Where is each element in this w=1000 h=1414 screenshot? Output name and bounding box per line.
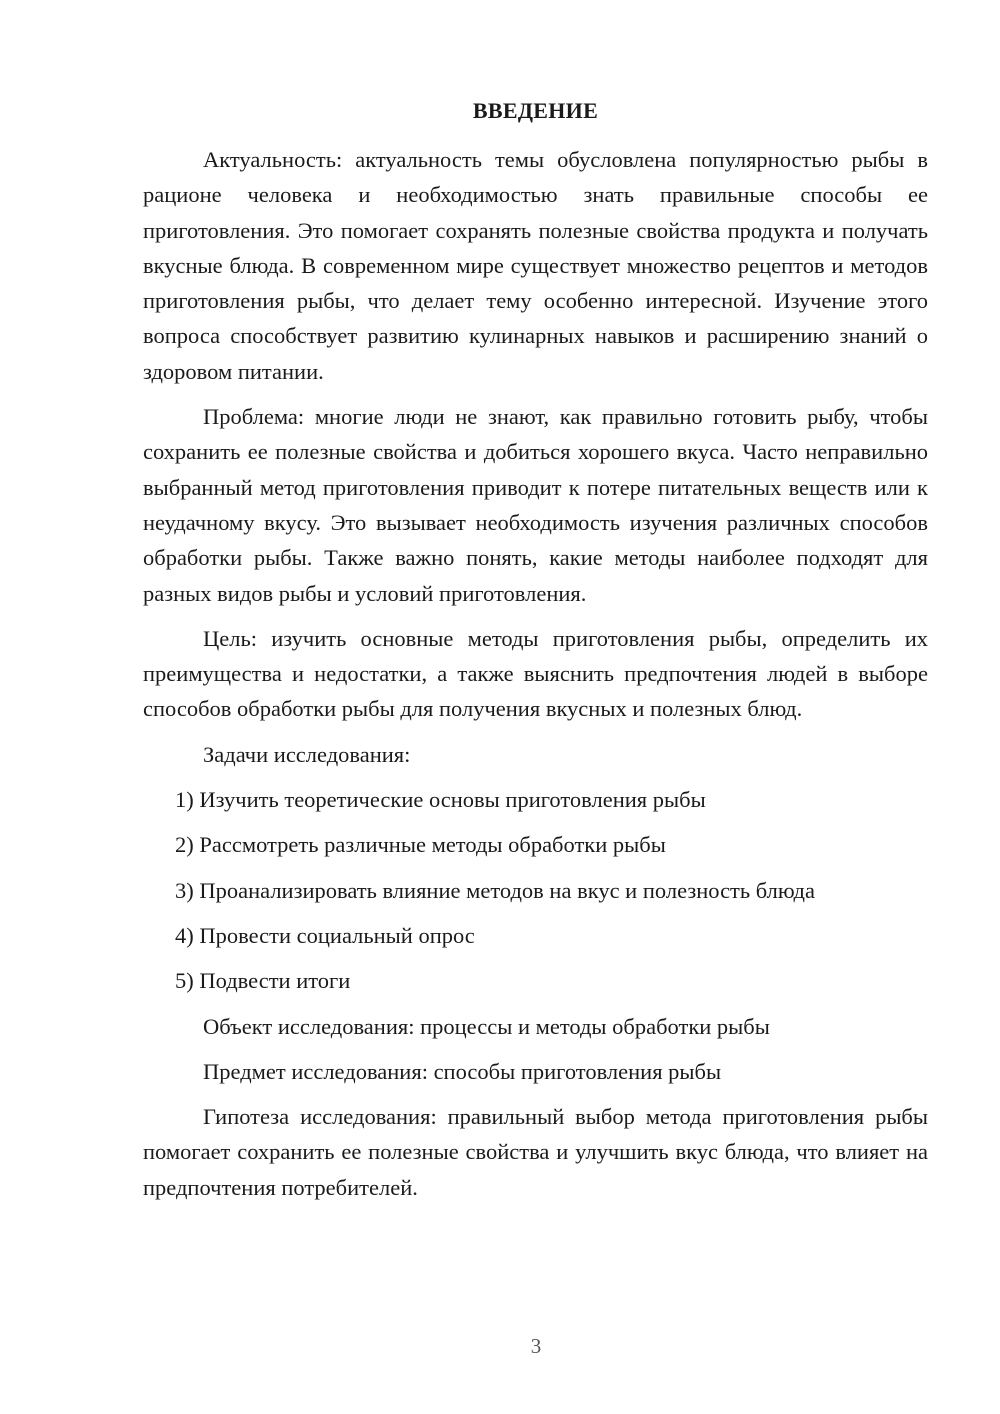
task-item: 4) Провести социальный опрос xyxy=(175,922,475,948)
relevance-paragraph: Актуальность: актуальность темы обусловлена популярностью рыбы в рационе человека и необходимостью знать правильные способы ее приготовления. Это помогает сохранять полезные свойства продукта и получать вкусные блюда. В современном мире существует множество рецептов и методов приготовления рыбы, что делает тему особенно интересной. Изучение этого вопроса способствует развитию кулинарных навыков и расширению знаний о здоровом питании. xyxy=(143,147,928,384)
tasks-heading: Задачи исследования: xyxy=(203,741,411,767)
object-line: Объект исследования: процессы и методы обработки рыбы xyxy=(203,1013,770,1039)
problem-paragraph: Проблема: многие люди не знают, как правильно готовить рыбу, чтобы сохранить ее полезные свойства и добиться хорошего вкуса. Часто неправильно выбранный метод приготовления приводит к потере питательных веществ или к неудачному вкусу. Это вызывает необходимость изучения различных способов обработки рыбы. Также важно понять, какие методы наиболее подходят для разных видов рыбы и условий приготовления. xyxy=(143,404,928,606)
task-item: 1) Изучить теоретические основы приготовления рыбы xyxy=(175,787,706,813)
hypothesis-paragraph: Гипотеза исследования: правильный выбор метода приготовления рыбы помогает сохранить ее полезные свойства и улучшить вкус блюда, что влияет на предпочтения потребителей. xyxy=(143,1104,928,1200)
page-title: ВВЕДЕНИЕ xyxy=(472,98,599,123)
subject-line: Предмет исследования: способы приготовления рыбы xyxy=(203,1058,722,1084)
task-item: 5) Подвести итоги xyxy=(175,968,351,994)
tasks-list xyxy=(143,782,928,998)
goal-paragraph: Цель: изучить основные методы приготовления рыбы, определить их преимущества и недостатки, а также выяснить предпочтения людей в выборе способов обработки рыбы для получения вкусных и полезных блюд. xyxy=(143,625,928,722)
page-number: 3 xyxy=(530,1334,542,1358)
task-item: 3) Проанализировать влияние методов на вкус и полезность блюда xyxy=(175,877,815,903)
document-body xyxy=(143,142,928,1215)
task-item: 2) Рассмотреть различные методы обработки рыбы xyxy=(175,832,666,858)
